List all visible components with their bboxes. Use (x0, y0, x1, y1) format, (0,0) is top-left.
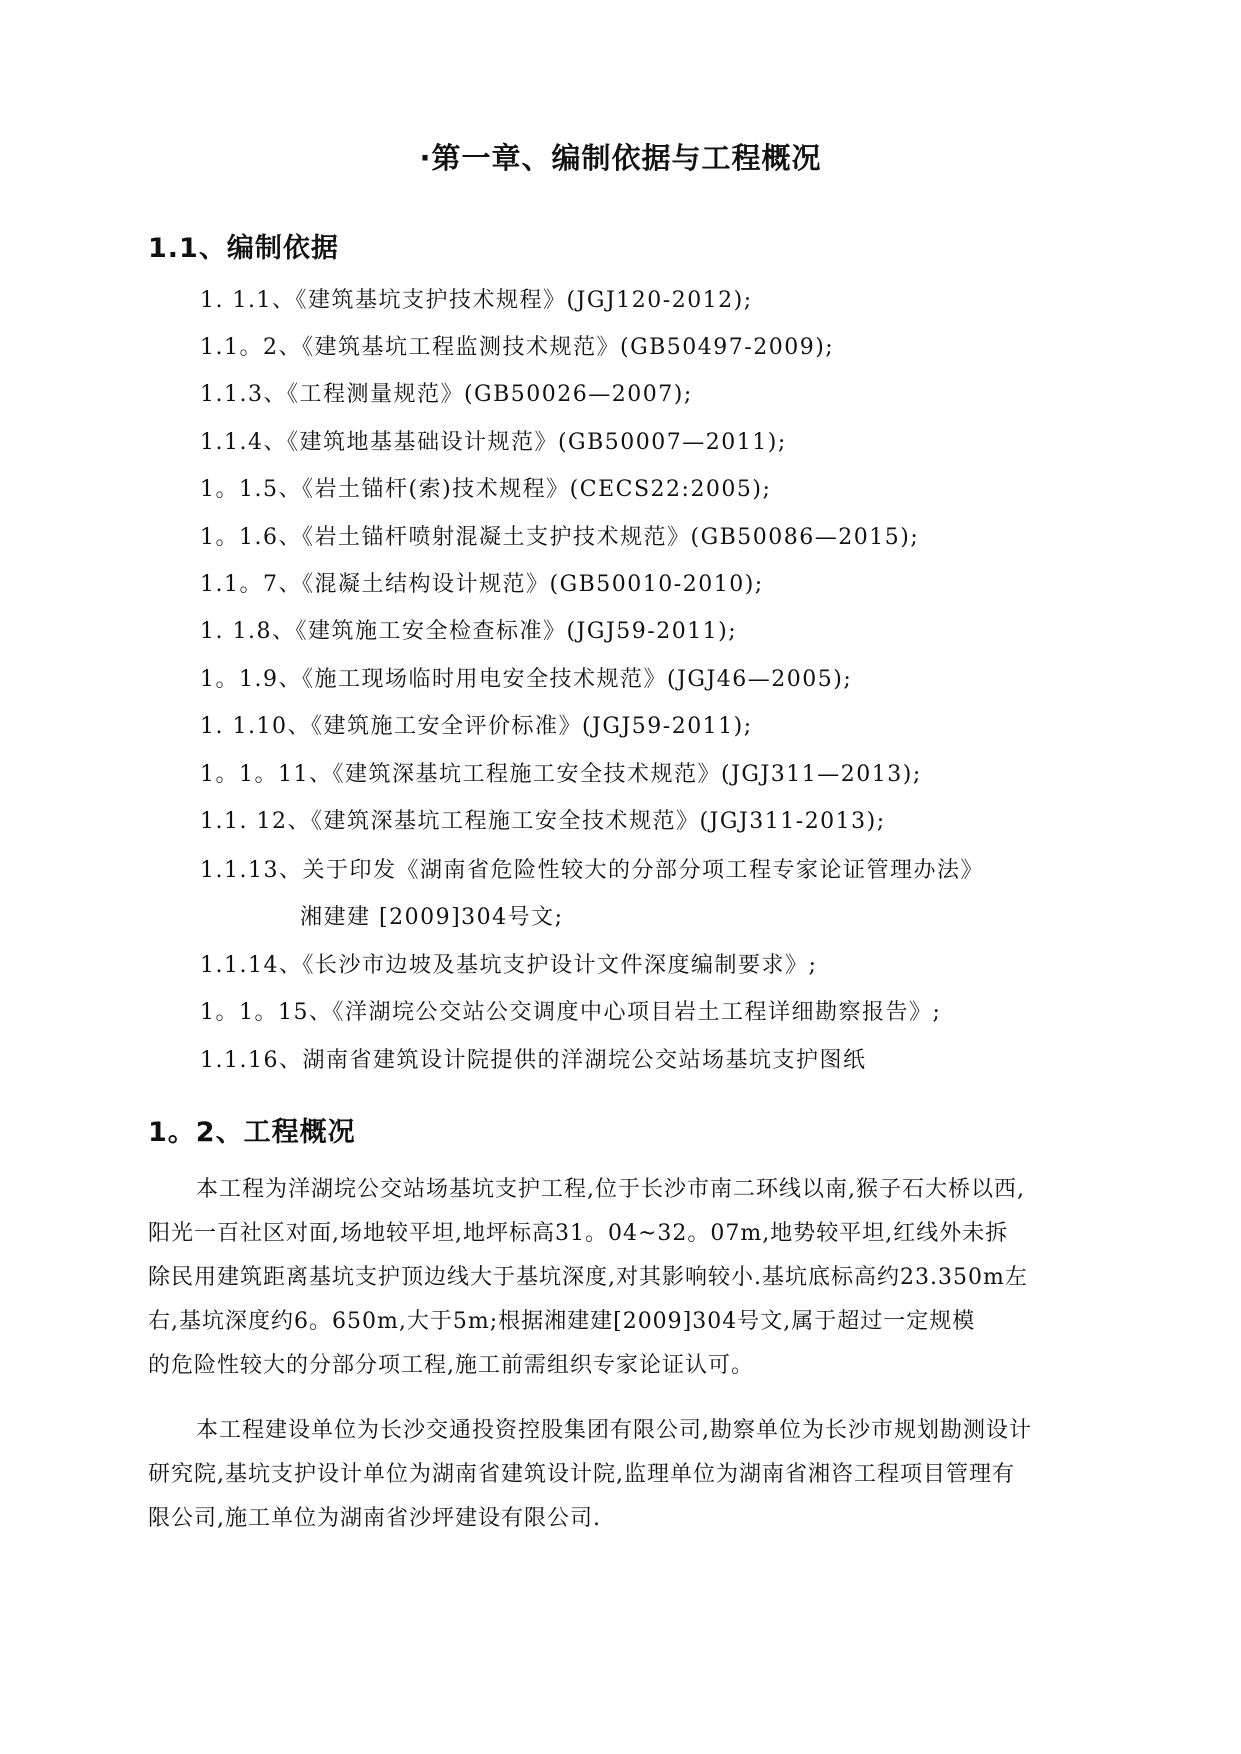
reference-item: 1。1。11、《建筑深基坑工程施工安全技术规范》(JGJ311—2013); (200, 762, 922, 787)
paragraph-line: 本工程建设单位为长沙交通投资控股集团有限公司,勘察单位为长沙市规划勘测设计 (196, 1418, 1032, 1443)
paragraph-line: 阳光一百社区对面,场地较平坦,地坪标高31。04~32。07m,地势较平坦,红线外未拆 (148, 1221, 1009, 1246)
reference-item: 1. 1.10、《建筑施工安全评价标准》(JGJ59-2011); (200, 714, 753, 739)
reference-item: 1.1。2、《建筑基坑工程监测技术规范》(GB50497-2009); (200, 335, 835, 360)
overview-paragraph-1 (148, 1168, 1120, 1388)
paragraph-line: 的危险性较大的分部分项工程,施工前需组织专家论证认可。 (148, 1353, 754, 1378)
chapter-title: ·第一章、编制依据与工程概况 (419, 141, 822, 175)
reference-item: 1。1.5、《岩土锚杆(索)技术规程》(CECS22:2005); (200, 477, 772, 502)
reference-item-continuation: 湘建建 [2009]304号文; (300, 905, 564, 930)
reference-item: 1.1. 12、《建筑深基坑工程施工安全技术规范》(JGJ311-2013); (200, 809, 886, 834)
reference-item: 1.1.4、《建筑地基基础设计规范》(GB50007—2011); (200, 430, 787, 455)
reference-item: 1. 1.1、《建筑基坑支护技术规程》(JGJ120-2012); (200, 288, 753, 313)
paragraph-line: 除民用建筑距离基坑支护顶边线大于基坑深度,对其影响较小.基坑底标高约23.350m左 (148, 1265, 1028, 1290)
overview-paragraph-2 (148, 1409, 1120, 1541)
reference-item: 1.1.13、关于印发《湖南省危险性较大的分部分项工程专家论证管理办法》 (200, 858, 984, 883)
reference-item: 1。1.6、《岩土锚杆喷射混凝土支护技术规范》(GB50086—2015); (200, 525, 920, 550)
reference-item: 1.1.16、湖南省建筑设计院提供的洋湖垸公交站场基坑支护图纸 (200, 1048, 867, 1073)
reference-item: 1.1.14、《长沙市边坡及基坑支护设计文件深度编制要求》; (200, 953, 818, 978)
reference-item: 1.1.3、《工程测量规范》(GB50026—2007); (200, 382, 693, 407)
reference-item: 1. 1.8、《建筑施工安全检查标准》(JGJ59-2011); (200, 619, 738, 644)
paragraph-line: 右,基坑深度约6。650m,大于5m;根据湘建建[2009]304号文,属于超过一定规模 (148, 1309, 976, 1334)
paragraph-line: 本工程为洋湖垸公交站场基坑支护工程,位于长沙市南二环线以南,猴子石大桥以西, (196, 1177, 1025, 1202)
reference-item: 1。1。15、《洋湖垸公交站公交调度中心项目岩土工程详细勘察报告》; (200, 1000, 942, 1025)
reference-item: 1.1。7、《混凝土结构设计规范》(GB50010-2010); (200, 572, 764, 597)
section-heading-overview: 1。2、工程概况 (148, 1117, 356, 1148)
reference-item: 1。1.9、《施工现场临时用电安全技术规范》(JGJ46—2005); (200, 667, 853, 692)
section-heading-basis: 1.1、编制依据 (148, 233, 339, 264)
paragraph-line: 研究院,基坑支护设计单位为湖南省建筑设计院,监理单位为湖南省湘咨工程项目管理有 (148, 1462, 1015, 1487)
paragraph-line: 限公司,施工单位为湖南省沙坪建设有限公司. (148, 1506, 601, 1531)
